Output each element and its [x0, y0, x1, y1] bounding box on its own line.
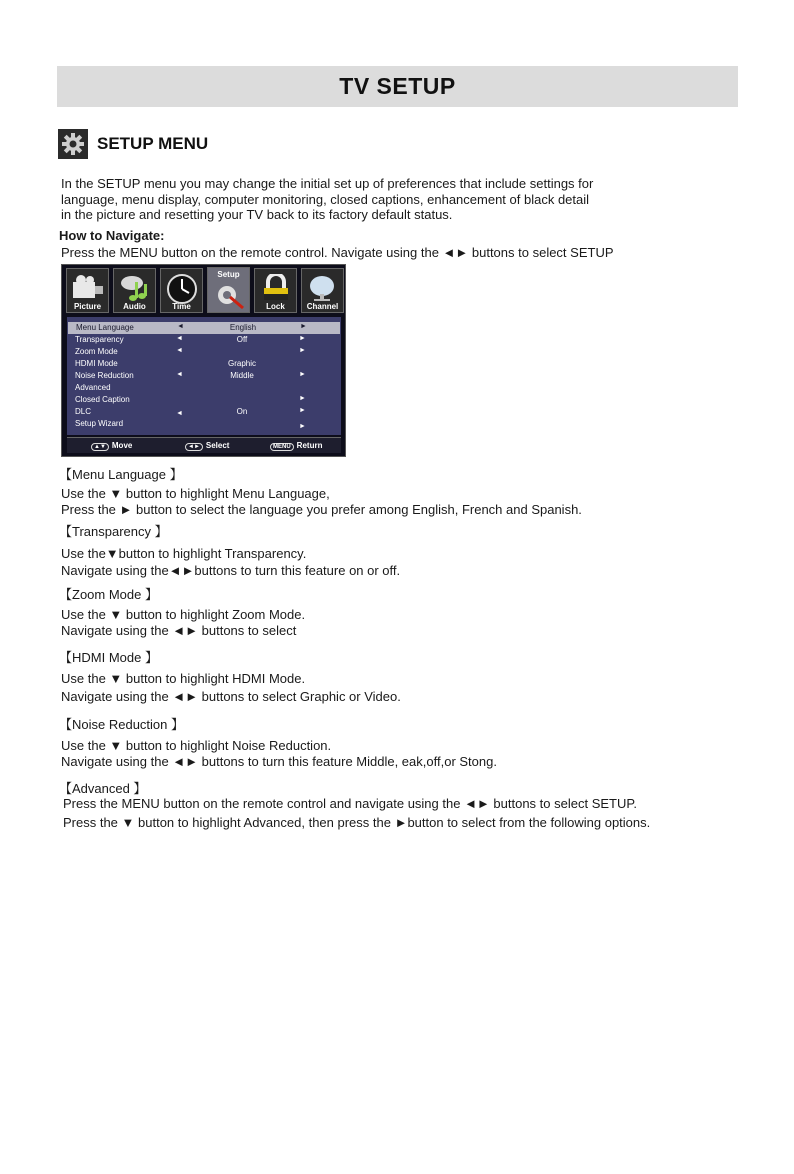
tab-label: Audio	[123, 302, 146, 311]
left-arrow-icon: ◄	[176, 410, 183, 417]
menu-row-advanced[interactable]	[67, 382, 341, 394]
row-label: DLC	[75, 407, 92, 416]
right-arrow-icon: ►	[299, 347, 306, 354]
menu-row-hdmi-mode[interactable]	[67, 358, 341, 370]
satellite-dish-icon	[306, 274, 340, 302]
row-value: Middle	[230, 371, 254, 380]
row-value: Graphic	[227, 359, 256, 368]
menu-row-noise-reduction[interactable]	[67, 370, 341, 382]
footer-move-label: Move	[111, 441, 133, 450]
intro-line: language, menu display, computer monitoring, closed captions, enhancement of black detail	[61, 192, 590, 207]
footer-select-label: Select	[205, 441, 230, 450]
footer-select	[185, 441, 229, 451]
row-label: Setup Wizard	[75, 419, 124, 428]
hdmi-mode-line: Navigate using the ◄► buttons to select Graphic or Video.	[61, 689, 401, 704]
menu-footer	[67, 437, 341, 453]
lock-icon	[259, 274, 293, 304]
menu-key: MENU	[270, 443, 294, 451]
menu-tab-bar	[66, 268, 343, 313]
row-label: Closed Caption	[75, 395, 130, 404]
tab-lock[interactable]	[254, 268, 297, 313]
transparency-line: Use the▼button to highlight Transparency.	[61, 546, 307, 561]
row-label: Advanced	[75, 383, 111, 392]
menu-language-line: Use the ▼ button to highlight Menu Language,	[61, 486, 330, 501]
menu-row-dlc[interactable]	[67, 406, 341, 418]
zoom-mode-line: Navigate using the ◄► buttons to select	[61, 623, 297, 638]
tv-menu-screenshot	[61, 264, 346, 457]
hdmi-mode-line: Use the ▼ button to highlight HDMI Mode.	[61, 671, 306, 686]
tab-label: Channel	[306, 302, 339, 311]
left-arrow-icon: ◄	[176, 371, 183, 378]
hdmi-mode-heading: 【HDMI Mode 】	[59, 650, 158, 665]
intro-line: In the SETUP menu you may change the initial set up of preferences that include settings for	[61, 176, 594, 191]
page-title: TV SETUP	[339, 73, 456, 99]
tab-time[interactable]	[160, 268, 203, 313]
row-label: Noise Reduction	[75, 371, 134, 380]
menu-row-menu-language[interactable]	[68, 322, 340, 334]
navigate-text: Press the MENU button on the remote control. Navigate using the ◄► buttons to select SETUP	[61, 245, 614, 260]
tab-label: Lock	[266, 302, 285, 311]
row-label: Transparency	[75, 335, 124, 344]
advanced-line: Press the ▼ button to highlight Advanced, then press the ►button to select from the following options.	[63, 815, 651, 830]
camera-icon	[71, 274, 105, 302]
noise-reduction-heading: 【Noise Reduction 】	[59, 717, 184, 732]
right-arrow-icon: ►	[299, 371, 306, 378]
footer-return-label: Return	[296, 441, 323, 450]
intro-line: in the picture and resetting your TV back to its factory default status.	[61, 207, 453, 222]
left-arrow-icon: ◄	[176, 347, 183, 354]
transparency-heading: 【Transparency 】	[59, 524, 168, 539]
left-arrow-icon: ◄	[176, 335, 183, 342]
tab-picture[interactable]	[66, 268, 109, 313]
right-arrow-icon: ►	[300, 323, 307, 330]
up-down-keys-icon: ▲▼	[91, 443, 109, 451]
zoom-mode-line: Use the ▼ button to highlight Zoom Mode.	[61, 607, 306, 622]
row-value: On	[236, 407, 248, 416]
right-arrow-icon: ►	[299, 335, 306, 342]
tab-setup[interactable]	[207, 267, 250, 313]
right-arrow-icon: ►	[299, 407, 306, 414]
tab-audio[interactable]	[113, 268, 156, 313]
noise-reduction-line: Use the ▼ button to highlight Noise Reduction.	[61, 738, 332, 753]
right-arrow-icon: ►	[299, 395, 306, 402]
menu-row-transparency[interactable]	[67, 334, 341, 346]
zoom-mode-heading: 【Zoom Mode 】	[59, 587, 158, 602]
right-arrow-icon: ►	[299, 423, 306, 430]
noise-reduction-line: Navigate using the ◄► buttons to turn this feature Middle, eak,off,or Stong.	[61, 754, 497, 769]
row-value: English	[229, 323, 257, 332]
footer-move	[91, 441, 132, 451]
navigate-heading: How to Navigate:	[59, 228, 165, 243]
row-label: Zoom Mode	[75, 347, 118, 356]
tab-label: Time	[172, 302, 191, 311]
menu-row-setup-wizard[interactable]	[67, 418, 341, 430]
advanced-line: Press the MENU button on the remote control and navigate using the ◄► buttons to select SETUP.	[63, 796, 637, 811]
tab-channel[interactable]	[301, 268, 344, 313]
menu-row-closed-caption[interactable]	[67, 394, 341, 406]
menu-language-heading: 【Menu Language 】	[59, 467, 183, 482]
menu-language-line: Press the ► button to select the language you prefer among English, French and Spanish.	[61, 502, 582, 517]
menu-row-zoom-mode[interactable]	[67, 346, 341, 358]
row-value: Off	[236, 335, 248, 344]
gear-icon	[212, 281, 246, 309]
row-label: Menu Language	[76, 323, 134, 332]
row-label: HDMI Mode	[75, 359, 118, 368]
music-note-icon	[118, 274, 152, 302]
left-right-keys-icon: ◄►	[185, 443, 203, 451]
tab-label: Picture	[73, 302, 102, 311]
footer-return	[270, 441, 322, 451]
advanced-heading: 【Advanced 】	[59, 781, 147, 796]
section-title: SETUP MENU	[97, 134, 209, 153]
gear-icon	[58, 129, 88, 159]
tab-label: Setup	[217, 270, 240, 279]
left-arrow-icon: ◄	[177, 323, 184, 330]
setup-options-list	[67, 317, 341, 435]
transparency-line: Navigate using the◄►buttons to turn this feature on or off.	[61, 563, 401, 578]
clock-icon	[165, 274, 199, 304]
title-banner	[57, 66, 738, 107]
